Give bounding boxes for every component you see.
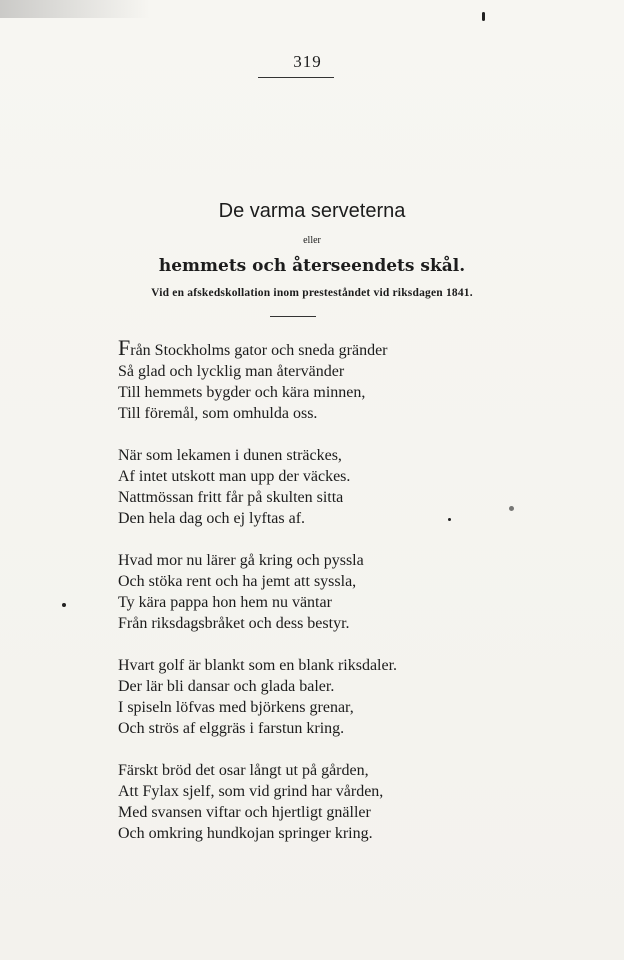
- poem-line: Från Stockholms gator och sneda gränder: [118, 335, 388, 360]
- page-number-rule: [258, 77, 334, 78]
- stanza-5: [118, 760, 538, 844]
- poem-line: Med svansen viftar och hjertligt gnäller: [118, 804, 371, 821]
- poem-line: Der lär bli dansar och glada baler.: [118, 678, 335, 695]
- stanza-2: [118, 445, 538, 529]
- poem-line: Och strös af elggräs i farstun kring.: [118, 720, 345, 737]
- poem-line: Och stöka rent och ha jemt att syssla,: [118, 573, 357, 590]
- poem-line: Ty kära pappa hon hem nu väntar: [118, 594, 332, 611]
- poem-line: Nattmössan fritt får på skulten sitta: [118, 489, 344, 506]
- ink-speck: [448, 518, 451, 521]
- poem-line: Färskt bröd det osar långt ut på gården,: [118, 762, 369, 779]
- poem-line: Hvad mor nu lärer gå kring och pyssla: [118, 552, 364, 569]
- stanza-3: [118, 550, 538, 634]
- poem-line: Hvart golf är blankt som en blank riksdaler.: [118, 657, 398, 674]
- poem-line: I spiseln löfvas med björkens grenar,: [118, 699, 354, 716]
- poem-body: [118, 335, 538, 865]
- stanza-4: [118, 655, 538, 739]
- poem-line: Från riksdagsbråket och dess bestyr.: [118, 615, 350, 632]
- poem-line: Så glad och lycklig man återvänder: [118, 363, 345, 380]
- poem-line: Den hela dag och ej lyftas af.: [118, 510, 306, 527]
- subtitle-connector: eller: [303, 235, 321, 246]
- initial-letter: F: [118, 335, 131, 360]
- occasion-note: Vid en afskedskollation inom presteståndet vid riksdagen 1841.: [151, 287, 473, 299]
- title-divider: [270, 316, 316, 317]
- page-number: 319: [293, 52, 322, 71]
- stanza-1: [118, 335, 538, 424]
- poem-line: När som lekamen i dunen sträckes,: [118, 447, 342, 464]
- ink-speck: [509, 506, 514, 511]
- scan-smudge: [0, 0, 150, 18]
- poem-line: Till föremål, som omhulda oss.: [118, 405, 318, 422]
- poem-line: Till hemmets bygder och kära minnen,: [118, 384, 366, 401]
- poem-subtitle: hemmets och återseendets skål.: [158, 256, 466, 276]
- poem-line: Och omkring hundkojan springer kring.: [118, 825, 373, 842]
- ink-speck: [482, 12, 485, 21]
- poem-line: Af intet utskott man upp der väckes.: [118, 468, 351, 485]
- poem-line: Att Fylax sjelf, som vid grind har vården,: [118, 783, 384, 800]
- ink-speck: [62, 603, 66, 607]
- poem-title: De varma serveterna: [218, 200, 406, 222]
